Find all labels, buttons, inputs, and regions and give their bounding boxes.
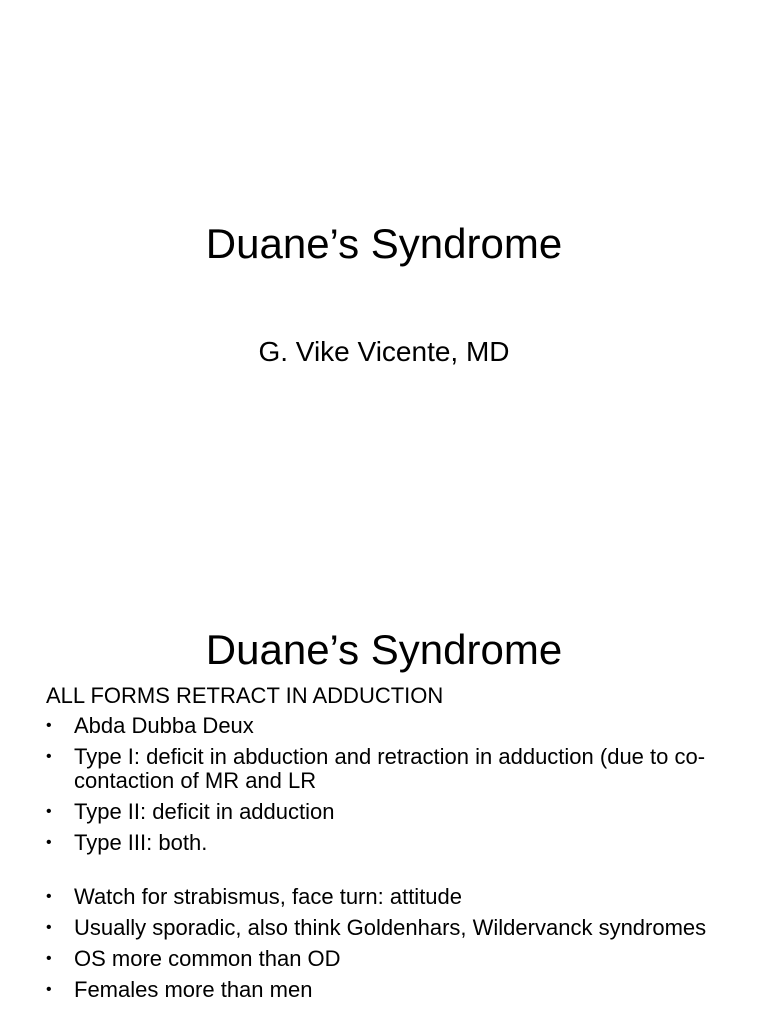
bullet-icon: • [46,717,52,734]
bullet-text: OS more common than OD [74,946,341,971]
bullet-item [46,916,736,940]
bullet-item [46,947,736,971]
bullet-item [46,800,736,824]
bullet-text: Females more than men [74,977,313,1002]
bullet-item [46,745,736,793]
bullet-icon: • [46,888,52,905]
bullet-icon: • [46,803,52,820]
bullet-icon: • [46,834,52,851]
bullet-item [46,885,736,909]
slide-title: Duane’s Syndrome [205,626,563,673]
bullet-icon: • [46,748,52,765]
bullet-text: Abda Dubba Deux [74,713,254,738]
bullet-list [46,714,736,1002]
author-subtitle: G. Vike Vicente, MD [258,336,510,367]
bullet-item [46,978,736,1002]
bullet-text: Type I: deficit in abduction and retraction in adduction (due to co-contaction of MR and LR [74,744,706,793]
intro-line: ALL FORMS RETRACT IN ADDUCTION [46,683,444,708]
slide-title: Duane’s Syndrome [205,220,563,267]
content-slide [0,576,768,1024]
bullet-icon: • [46,981,52,998]
bullet-icon: • [46,919,52,936]
bullet-item [46,714,736,738]
bullet-text: Type II: deficit in adduction [74,799,335,824]
bullet-item [46,831,736,855]
bullet-icon: • [46,950,52,967]
slide-body [46,684,736,1009]
bullet-text: Type III: both. [74,830,208,855]
bullet-text: Usually sporadic, also think Goldenhars, Wildervanck syndromes [74,915,707,940]
bullet-text: Watch for strabismus, face turn: attitude [74,884,463,909]
